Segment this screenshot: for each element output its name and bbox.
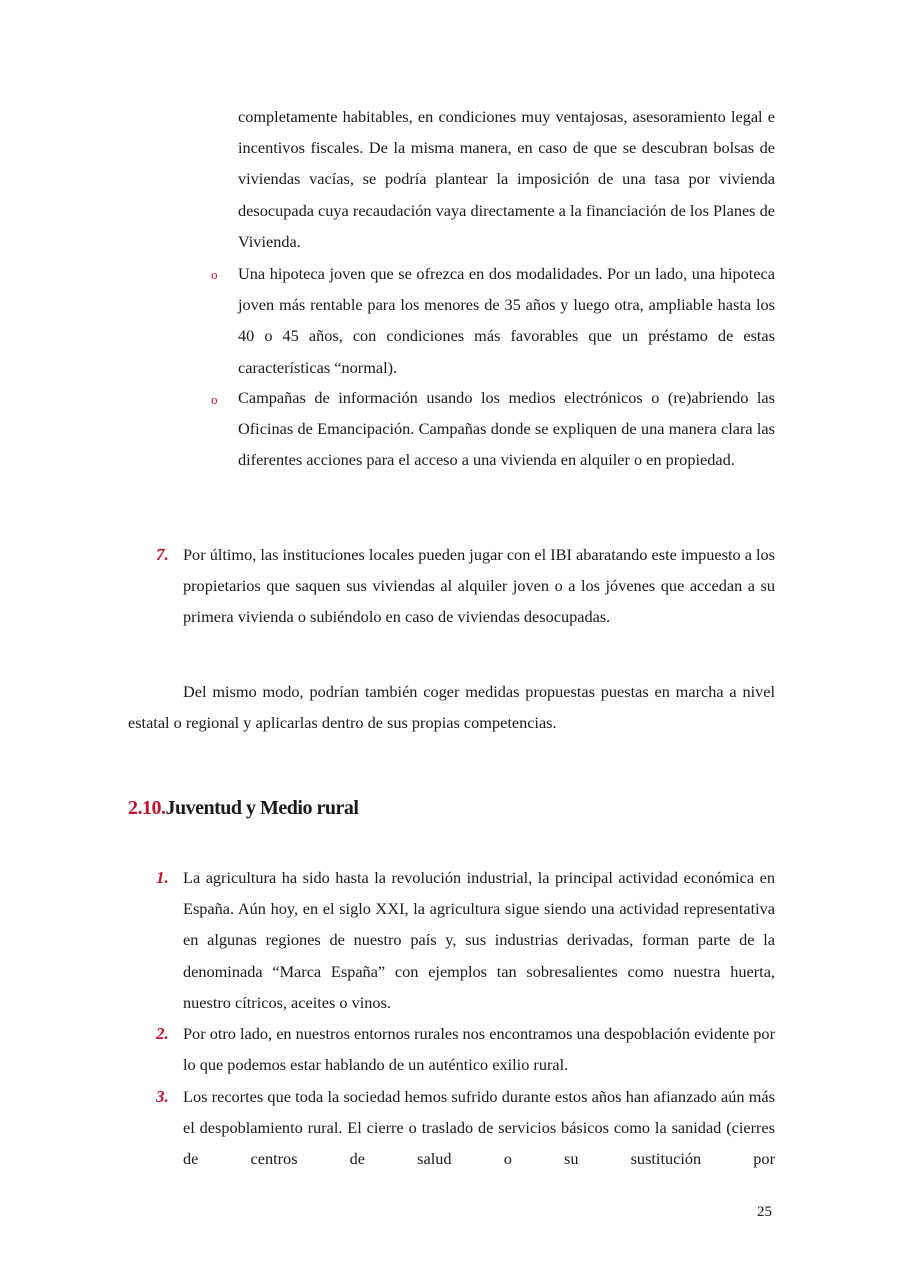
list-number: 3. [156, 1087, 169, 1106]
list-number: 7. [156, 545, 169, 564]
page-number: 25 [757, 1204, 772, 1220]
section-heading [128, 797, 358, 820]
bullet-icon: o [211, 392, 218, 407]
list-number: 1. [156, 868, 169, 887]
closing-paragraph: Del mismo modo, podrían también coger medidas propuestas puestas en marcha a nivel estatal o regional y aplicarlas dentro de sus propias competencias. [128, 682, 775, 733]
bullet-icon: o [211, 267, 218, 282]
continuation-paragraph: completamente habitables, en condiciones muy ventajosas, asesoramiento legal e incentivos fiscales. De la misma manera, en caso de que se descubran bolsas de viviendas vacías, se podría plantear la imposición de una tasa por vivienda desocupada cuya recaudación vaya directamente a la financiación de los Planes de Vivienda. [238, 107, 775, 251]
sub-item-hipoteca: Una hipoteca joven que se ofrezca en dos modalidades. Por un lado, una hipoteca joven más rentable para los menores de 35 años y luego otra, ampliable hasta los 40 o 45 años, con condiciones más favorables que un préstamo de estas características “normal). [238, 264, 775, 377]
sub-item-campanas: Campañas de información usando los medios electrónicos o (re)abriendo las Oficinas de Emancipación. Campañas donde se expliquen de una manera clara las diferentes acciones para el acceso a una vivienda en alquiler o en propiedad. [238, 388, 775, 470]
list-item-3: Los recortes que toda la sociedad hemos sufrido durante estos años han afianzado aún más el despoblamiento rural. El cierre o traslado de servicios básicos como la sanidad (cierres de centros de salud o su sustitución por [183, 1087, 775, 1169]
list-item-7: Por último, las instituciones locales pueden jugar con el IBI abaratando este impuesto a los propietarios que saquen sus viviendas al alquiler joven o a los jóvenes que accedan a su primera vivienda o subiéndolo en caso de viviendas desocupadas. [183, 545, 775, 627]
list-item-1: La agricultura ha sido hasta la revolución industrial, la principal actividad económica en España. Aún hoy, en el siglo XXI, la agricultura sigue siendo una actividad representativa en algunas regiones de nuestro país y, sus industrias derivadas, forman parte de la denominada “Marca España” con ejemplos tan sobresalientes como nuestra huerta, nuestro cítricos, aceites o vinos. [183, 868, 775, 1012]
list-number: 2. [156, 1024, 169, 1043]
list-item-2: Por otro lado, en nuestros entornos rurales nos encontramos una despoblación evidente por lo que podemos estar hablando de un auténtico exilio rural. [183, 1024, 775, 1075]
section-title: Juventud y Medio rural [165, 797, 359, 819]
section-number: 2.10. [128, 797, 166, 819]
